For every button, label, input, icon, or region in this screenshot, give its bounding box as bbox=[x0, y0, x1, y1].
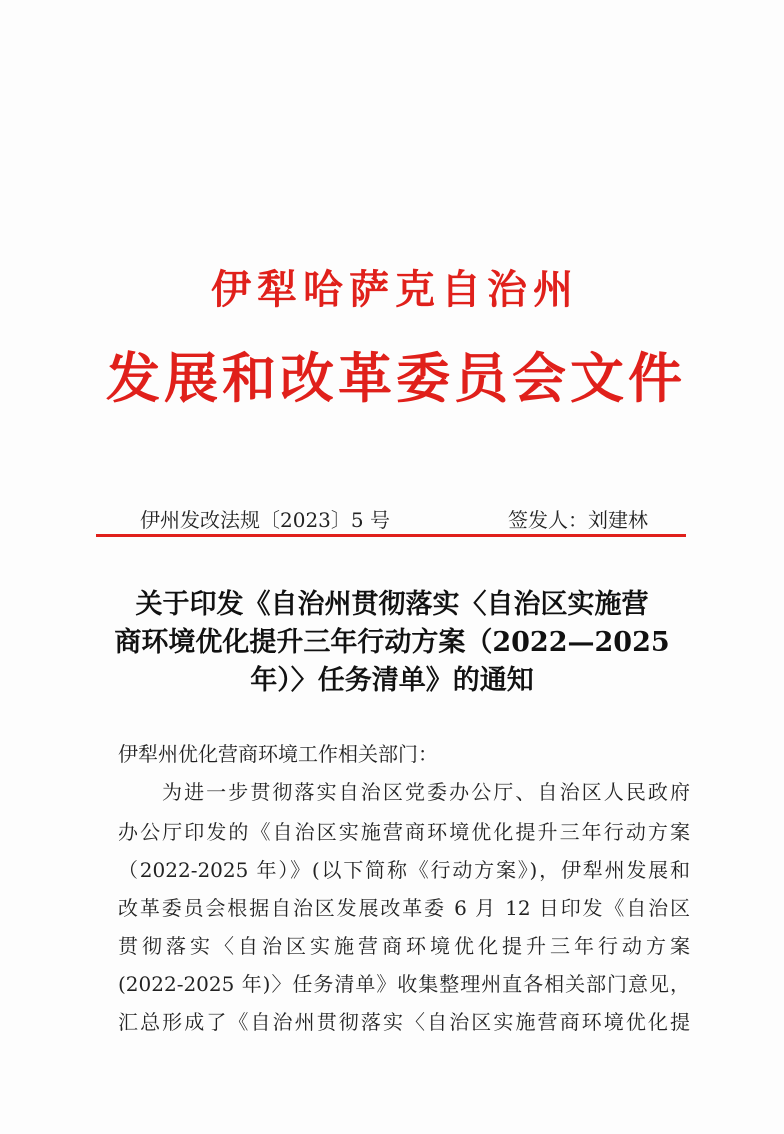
body-text-line: (2022-2025 年)〉任务清单》收集整理州直各相关部门意见， bbox=[118, 972, 690, 996]
body-text-line: 汇总形成了《自治州贯彻落实〈自治区实施营商环境优化提 bbox=[118, 1010, 690, 1034]
document-number: 伊州发改法规〔2023〕5 号 bbox=[140, 508, 390, 532]
salutation: 伊犁州优化营商环境工作相关部门： bbox=[118, 742, 438, 766]
body-text-line: 为进一步贯彻落实自治区党委办公厅、自治区人民政府 bbox=[162, 780, 690, 804]
red-divider-line bbox=[96, 534, 686, 537]
issuing-authority-line2: 发展和改革委员会文件 bbox=[106, 346, 686, 410]
notice-title-line3: 年）〉任务清单》的通知 bbox=[250, 665, 534, 696]
body-text-line: （2022-2025 年）》(以下简称《行动方案》)，伊犁州发展和 bbox=[118, 858, 690, 882]
notice-title-line2: 商环境优化提升三年行动方案（2022—2025 bbox=[114, 627, 670, 658]
signer: 签发人：刘建林 bbox=[508, 508, 648, 532]
issuing-authority-line1: 伊犁哈萨克自治州 bbox=[211, 266, 579, 313]
notice-title-line1: 关于印发《自治州贯彻落实〈自治区实施营 bbox=[135, 589, 649, 620]
body-text-line: 办公厅印发的《自治区实施营商环境优化提升三年行动方案 bbox=[118, 820, 690, 844]
body-text-line: 贯彻落实〈自治区实施营商环境优化提升三年行动方案 bbox=[118, 934, 690, 958]
body-text-line: 改革委员会根据自治区发展改革委 6 月 12 日印发《自治区 bbox=[118, 896, 690, 920]
